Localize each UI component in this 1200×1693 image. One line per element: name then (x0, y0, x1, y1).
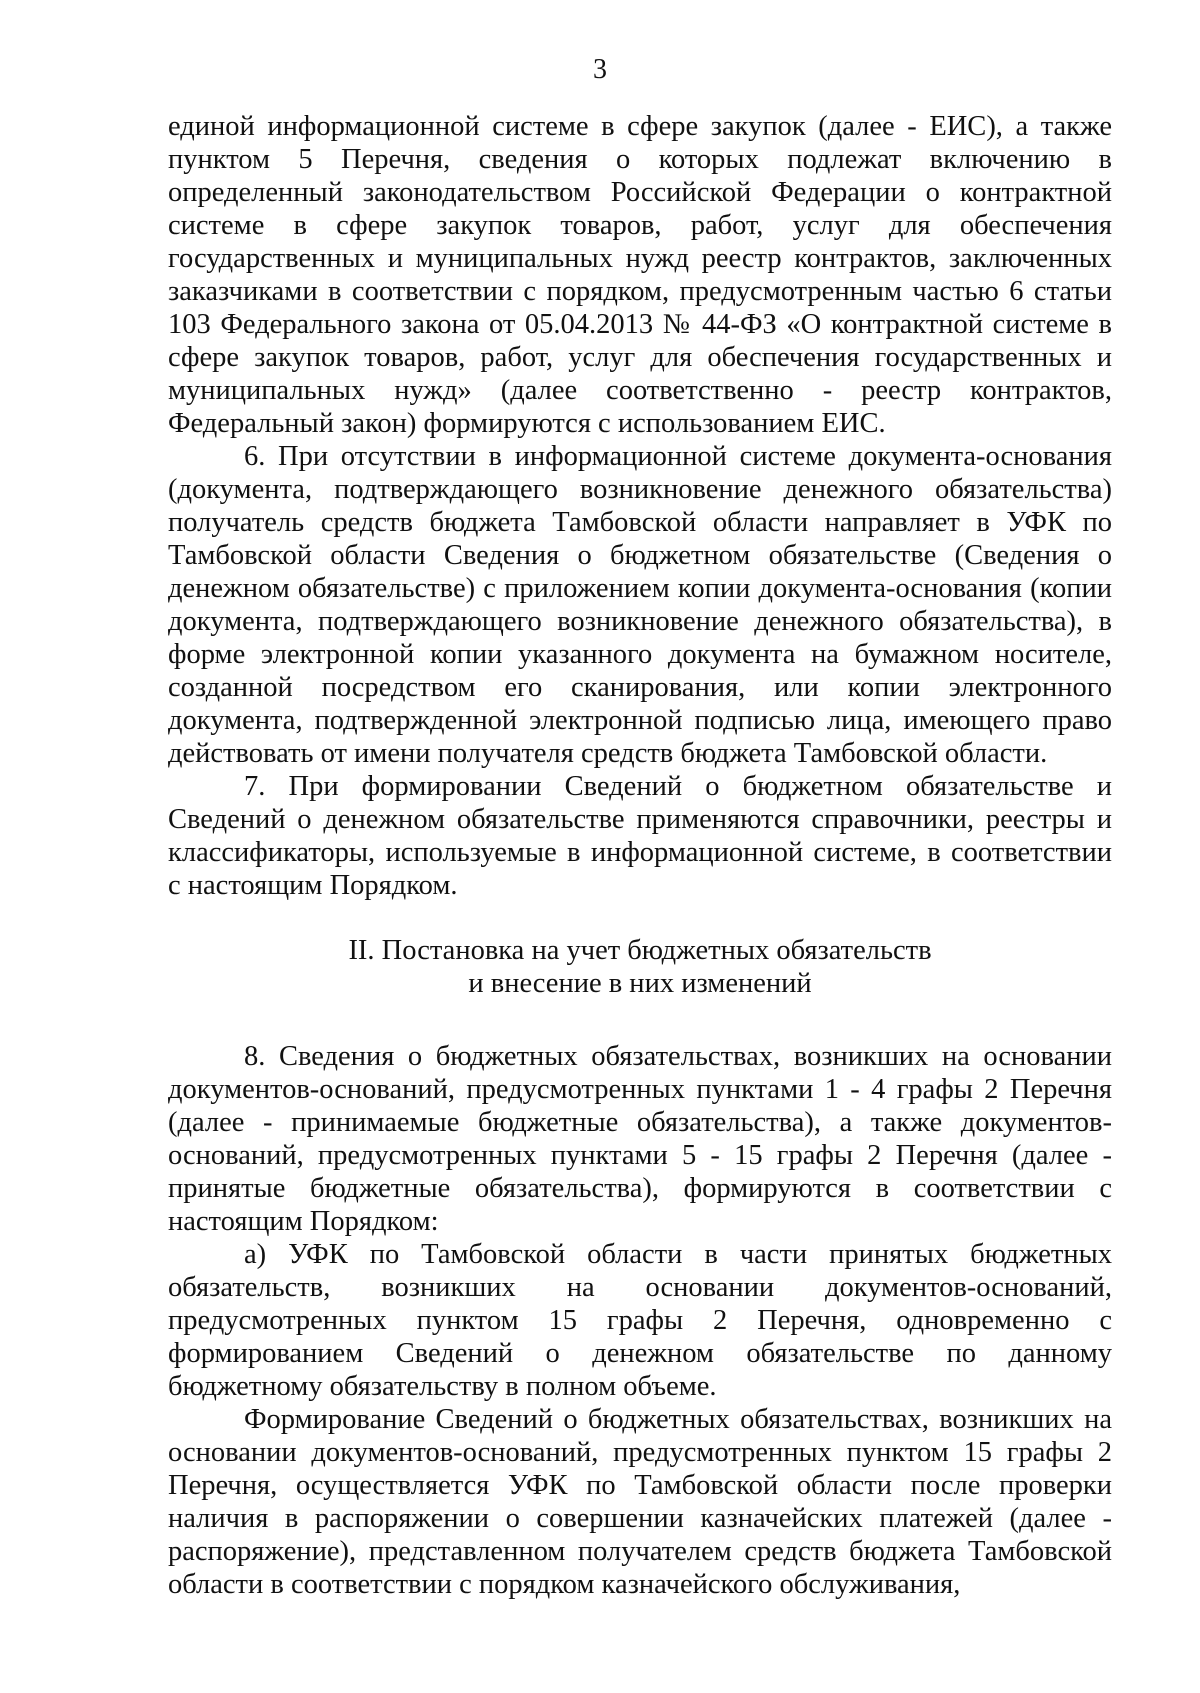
section-heading (168, 934, 1112, 1000)
paragraph-item-8: 8. Сведения о бюджетных обязательствах, возникших на основании документов-оснований, предусмотренных пунктами 1 - 4 графы 2 Перечня (далее - принимаемые бюджетные обязательства), а также документов-оснований, предусмотренных пунктами 5 - 15 графы 2 Перечня (далее - принятые бюджетные обязательства), формируются в соответствии с настоящим Порядком: (168, 1041, 1112, 1237)
page-number: 3 (593, 54, 607, 85)
paragraph-item-6: 6. При отсутствии в информационной системе документа-основания (документа, подтверждающего возникновение денежного обязательства) получатель средств бюджета Тамбовской области направляет в УФК по Тамбовской области Сведения о бюджетном обязательстве (Сведения о денежном обязательстве) с приложением копии документа-основания (копии документа, подтверждающего возникновение денежного обязательства), в форме электронной копии указанного документа на бумажном носителе, созданной посредством его сканирования, или копии электронного документа, подтвержденной электронной подписью лица, имеющего право действовать от имени получателя средств бюджета Тамбовской области. (168, 441, 1112, 769)
section-heading-line-2: и внесение в них изменений (468, 968, 812, 999)
document-body (168, 110, 1112, 1601)
paragraph-formation-details: Формирование Сведений о бюджетных обязательствах, возникших на основании документов-оснований, предусмотренных пунктом 15 графы 2 Перечня, осуществляется УФК по Тамбовской области после проверки наличия в распоряжении о совершении казначейских платежей (далее - распоряжение), представленном получателем средств бюджета Тамбовской области в соответствии с порядком казначейского обслуживания, (168, 1404, 1112, 1600)
paragraph-subitem-a: а) УФК по Тамбовской области в части принятых бюджетных обязательств, возникших на основании документов-оснований, предусмотренных пунктом 15 графы 2 Перечня, одновременно с формированием Сведений о денежном обязательстве по данному бюджетному обязательству в полном объеме. (168, 1239, 1112, 1402)
paragraph-item-7: 7. При формировании Сведений о бюджетном обязательстве и Сведений о денежном обязательстве применяются справочники, реестры и классификаторы, используемые в информационной системе, в соответствии с настоящим Порядком. (168, 771, 1112, 901)
section-heading-line-1: II. Постановка на учет бюджетных обязательств (348, 935, 932, 966)
paragraph-continuation: единой информационной системе в сфере закупок (далее - ЕИС), а также пунктом 5 Перечня, сведения о которых подлежат включению в определенный законодательством Российской Федерации о контрактной системе в сфере закупок товаров, работ, услуг для обеспечения государственных и муниципальных нужд реестр контрактов, заключенных заказчиками в соответствии с порядком, предусмотренным частью 6 статьи 103 Федерального закона от 05.04.2013 № 44-ФЗ «О контрактной системе в сфере закупок товаров, работ, услуг для обеспечения государственных и муниципальных нужд» (далее соответственно - реестр контрактов, Федеральный закон) формируются с использованием ЕИС. (168, 111, 1112, 439)
